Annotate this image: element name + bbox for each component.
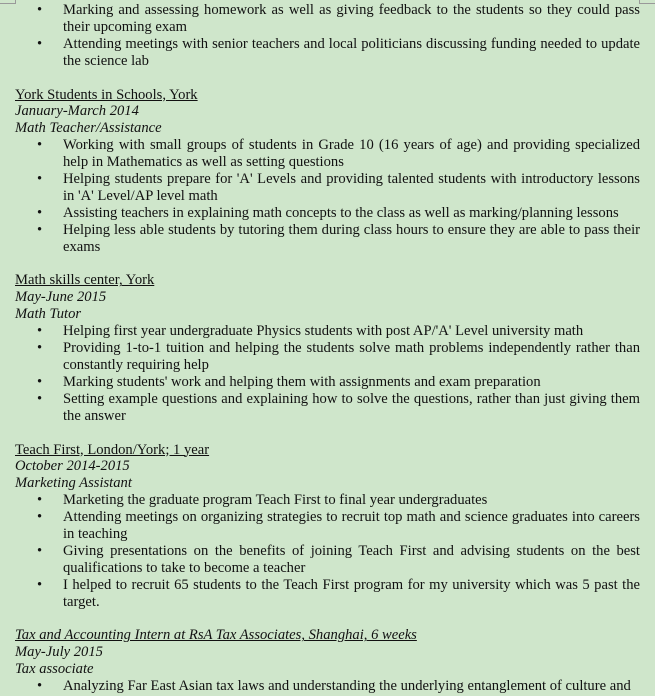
bullet-icon: • <box>37 323 43 340</box>
job-role: Math Tutor <box>15 306 82 323</box>
bullet-icon: • <box>37 340 43 357</box>
list-item: • Helping first year undergraduate Physics students with post AP/'A' Level university math <box>37 323 584 340</box>
job-role: Marketing Assistant <box>15 475 132 492</box>
list-item: • Marking students' work and helping them with assignments and exam preparation <box>37 373 541 390</box>
list-item: • Helping students prepare for 'A' Levels and providing talented students with introductory lessons in 'A' Level/AP level math <box>37 171 640 204</box>
job-role: Math Teacher/Assistance <box>15 120 162 137</box>
bullet-icon: • <box>37 576 43 593</box>
organization-heading: Teach First, London/York; 1 year <box>15 441 210 458</box>
list-item: • Setting example questions and explaining how to solve the questions, rather than just giving them the answer <box>37 390 640 424</box>
list-item: • Attending meetings with senior teachers and local politicians discussing funding needed to update the science lab <box>37 35 640 69</box>
date-range: May-July 2015 <box>15 644 103 661</box>
date-range: May-June 2015 <box>15 289 107 306</box>
bullet-icon: • <box>37 2 43 18</box>
list-item: • Providing 1-to-1 tuition and helping the students solve math problems independently rather than constantly requiring help <box>37 340 640 373</box>
bullet-icon: • <box>37 509 43 526</box>
organization-heading: Math skills center, York <box>15 272 155 289</box>
bullet-icon: • <box>37 390 43 407</box>
bullet-list <box>15 137 640 255</box>
bullet-icon: • <box>37 221 43 238</box>
job-role: Tax associate <box>15 661 94 678</box>
bullet-icon: • <box>37 35 43 52</box>
list-item: • Working with small groups of students in Grade 10 (16 years of age) and providing specialized help in Mathematics as well as setting questions <box>37 137 640 171</box>
organization-heading: York Students in Schools, York <box>15 86 198 103</box>
bullet-list <box>15 492 640 610</box>
organization-heading: Tax and Accounting Intern at RsA Tax Associates, Shanghai, 6 weeks <box>15 627 417 644</box>
list-item: • Analyzing Far East Asian tax laws and understanding the underlying entanglement of culture and <box>37 678 631 695</box>
date-range: October 2014-2015 <box>15 458 130 475</box>
list-item: • Marking and assessing homework as well as giving feedback to the students so they could pass their upcoming exam <box>37 2 640 35</box>
list-item: • Assisting teachers in explaining math concepts to the class as well as marking/planning lessons <box>37 204 619 221</box>
document-page <box>15 2 640 695</box>
bullet-icon: • <box>37 373 43 390</box>
bullet-icon: • <box>37 204 43 221</box>
list-item: • Attending meetings on organizing strategies to recruit top math and science graduates into careers in teaching <box>37 509 640 543</box>
bullet-icon: • <box>37 137 43 154</box>
experience-section <box>15 87 640 256</box>
experience-section <box>15 272 640 424</box>
intro-bullet-list <box>15 2 640 70</box>
list-item: • Giving presentations on the benefits of joining Teach First and advising students on the best qualifications to take to become a teacher <box>37 542 640 576</box>
date-range: January-March 2014 <box>15 103 139 120</box>
bullet-list <box>15 678 640 695</box>
bullet-icon: • <box>37 171 43 188</box>
experience-section <box>15 627 640 695</box>
bullet-icon: • <box>37 678 43 695</box>
page-corner-mark-left <box>0 0 16 4</box>
bullet-icon: • <box>37 492 43 509</box>
list-item: • I helped to recruit 65 students to the Teach First program for my university which was 5 past the target. <box>37 576 640 610</box>
bullet-list <box>15 323 640 424</box>
page-corner-mark-right <box>639 0 655 4</box>
list-item: • Helping less able students by tutoring them during class hours to ensure they are able to pass their exams <box>37 221 640 255</box>
bullet-icon: • <box>37 542 43 559</box>
experience-section <box>15 442 640 611</box>
list-item: • Marketing the graduate program Teach First to final year undergraduates <box>37 492 488 509</box>
